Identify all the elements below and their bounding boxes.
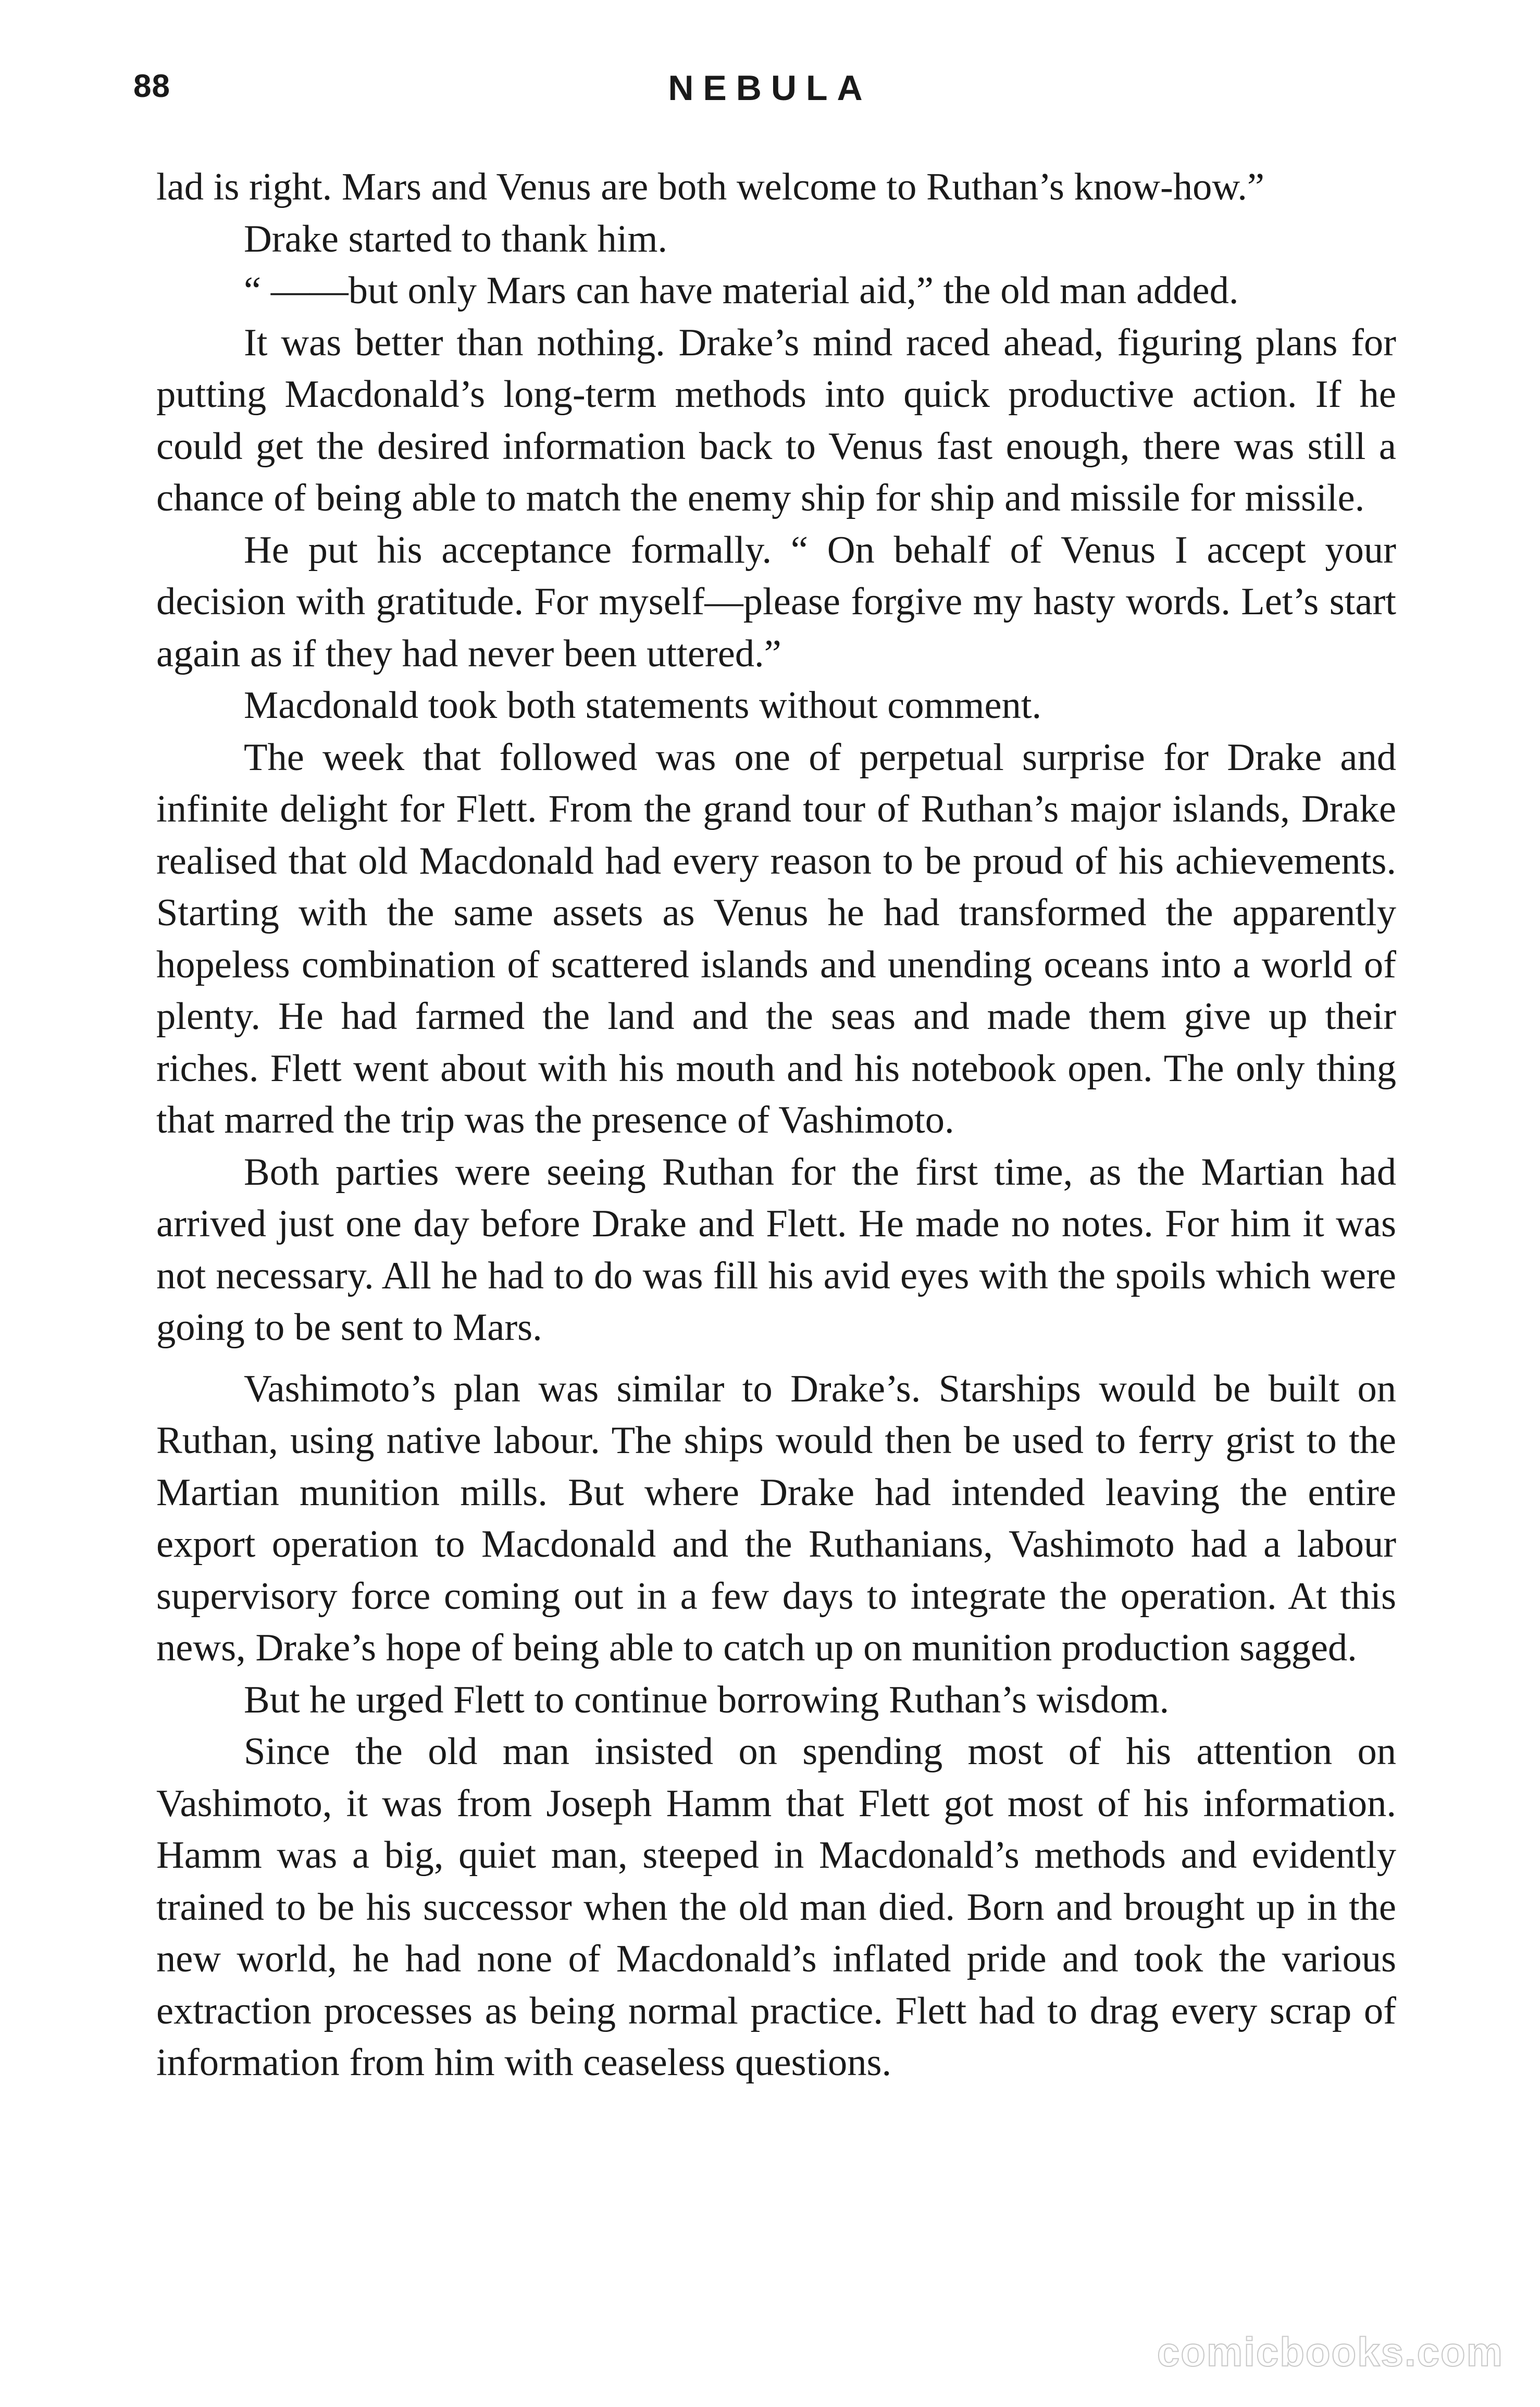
page-number: 88	[133, 68, 170, 104]
paragraph: It was better than nothing. Drake’s mind raced ahead, figuring plans for putting Macdonald’s long-term methods into quick productive action. If he could get the desired information back to Venus fast enough, there was still a chance of being able to match the enemy ship for ship and missile for missile.	[156, 321, 1396, 519]
watermark: comicbooks.com	[1157, 2329, 1504, 2375]
page-header	[133, 68, 1384, 125]
paragraph: lad is right. Mars and Venus are both welcome to Ruthan’s know-how.”	[156, 166, 1264, 208]
paragraph: But he urged Flett to continue borrowing Ruthan’s wisdom.	[244, 1678, 1170, 1721]
paragraph: Macdonald took both statements without comment.	[244, 684, 1042, 727]
paragraph: Both parties were seeing Ruthan for the first time, as the Martian had arrived just one day before Drake and Flett. He made no notes. For him it was not necessary. All he had to do was fill his avid eyes with the spoils which were going to be sent to Mars.	[156, 1150, 1396, 1349]
paragraph: Vashimoto’s plan was similar to Drake’s. Starships would be built on Ruthan, using native labour. The ships would then be used to ferry grist to the Martian munition mills. But where Drake had intended leaving the entire export operation to Macdonald and the Ruthanians, Vashimoto had a labour supervisory force coming out in a few days to integrate the operation. At this news, Drake’s hope of being able to catch up on munition production sagged.	[156, 1367, 1396, 1669]
running-head: NEBULA	[668, 68, 872, 108]
paragraph: The week that followed was one of perpetual surprise for Drake and infinite delight for Flett. From the grand tour of Ruthan’s major islands, Drake realised that old Macdonald had every reason to be proud of his achievements. Starting with the same assets as Venus he had transformed the apparently hopeless combination of scattered islands and unending oceans into a world of plenty. He had farmed the land and the seas and made them give up their riches. Flett went about with his mouth and his notebook open. The only thing that marred the trip was the presence of Vashimoto.	[156, 736, 1396, 1142]
paragraph: He put his acceptance formally. “ On behalf of Venus I accept your decision with gratitude. For myself—please forgive my hasty words. Let’s start again as if they had never been uttered.”	[156, 528, 1396, 675]
body-text	[156, 162, 1396, 2089]
paragraph: “ ——but only Mars can have material aid,” the old man added.	[244, 269, 1239, 312]
paragraph: Drake started to thank him.	[244, 217, 668, 260]
paragraph: Since the old man insisted on spending most of his attention on Vashimoto, it was from Joseph Hamm that Flett got most of his information. Hamm was a big, quiet man, steeped in Macdonald’s methods and evidently trained to be his successor when the old man died. Born and brought up in the new world, he had none of Macdonald’s inflated pride and took the various extraction processes as being normal practice. Flett had to drag every scrap of information from him with ceaseless questions.	[156, 1730, 1396, 2084]
